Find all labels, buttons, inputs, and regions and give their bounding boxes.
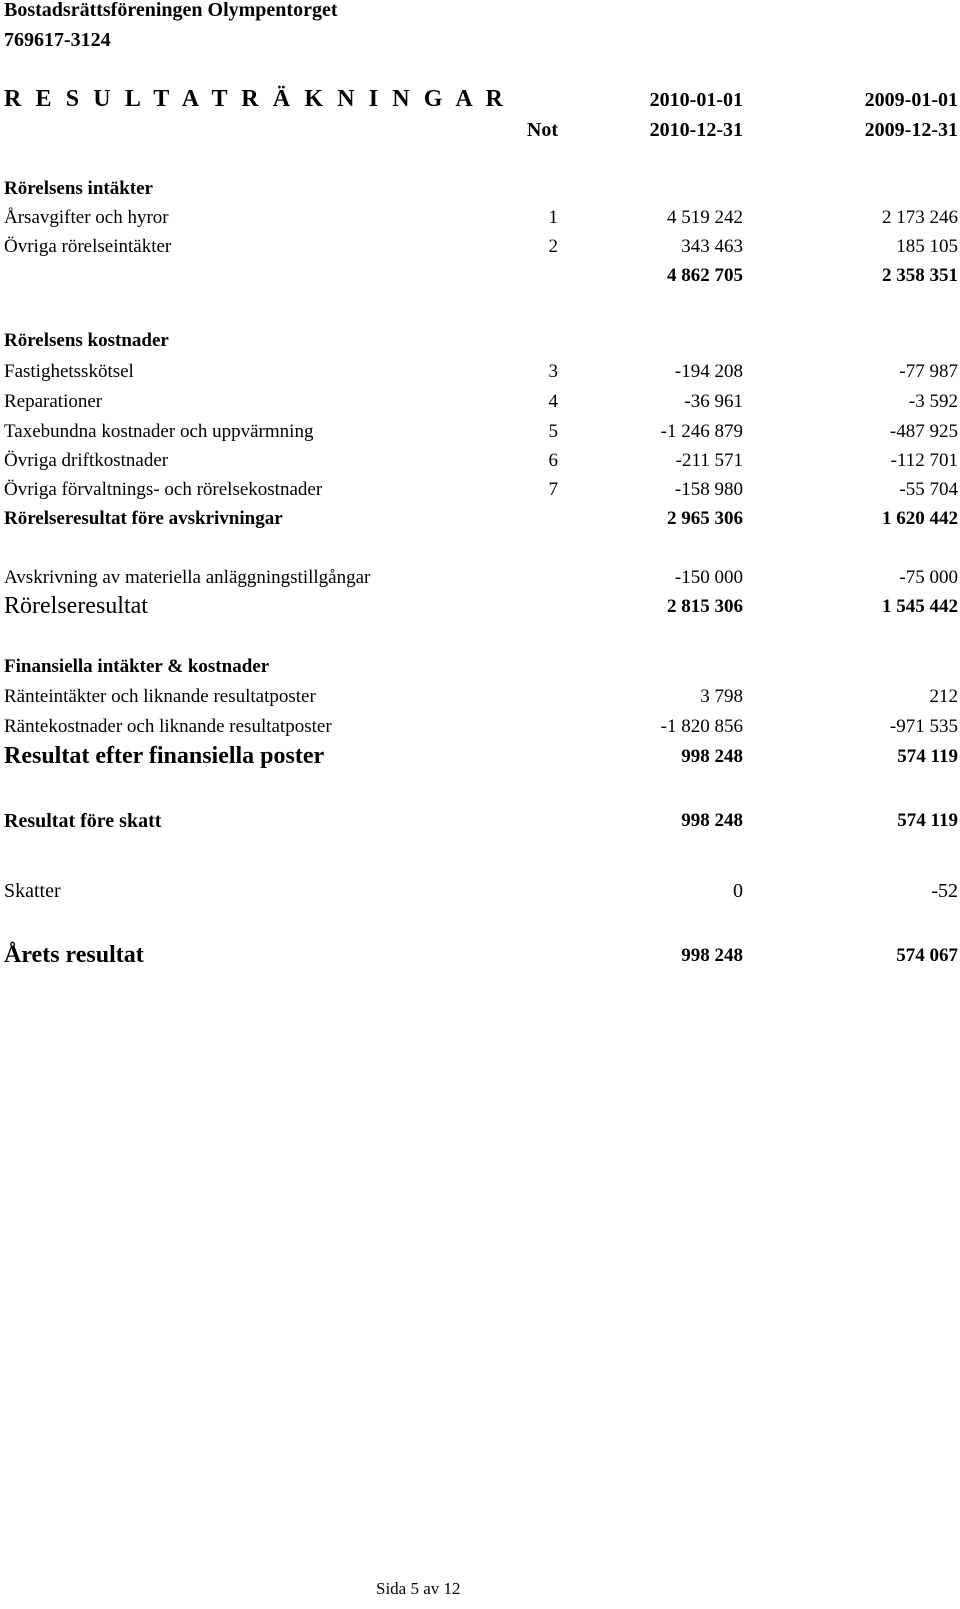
- row-note: 3: [548, 361, 558, 382]
- row-current: -1 820 856: [660, 716, 743, 737]
- row-label: Taxebundna kostnader och uppvärmning: [4, 421, 314, 442]
- row-previous: 2 173 246: [882, 207, 958, 228]
- subtotal-previous: 1 620 442: [882, 508, 958, 529]
- result-previous: 574 067: [896, 945, 958, 966]
- row-label: Skatter: [4, 880, 61, 902]
- row-note: 5: [548, 421, 558, 442]
- result-current: 998 248: [681, 746, 743, 767]
- result-label: Rörelseresultat: [4, 593, 148, 619]
- row-current: -211 571: [675, 450, 743, 471]
- row-note: 1: [548, 207, 558, 228]
- col-current-to: 2010-12-31: [649, 119, 743, 141]
- row-previous: -971 535: [889, 716, 958, 737]
- col-previous-to: 2009-12-31: [864, 119, 958, 141]
- result-label: Resultat efter finansiella poster: [4, 743, 325, 769]
- section-heading: Rörelsens intäkter: [4, 178, 153, 199]
- row-note: 2: [548, 236, 558, 257]
- row-previous: -112 701: [890, 450, 958, 471]
- result-label: Resultat före skatt: [4, 810, 162, 832]
- row-previous: -487 925: [889, 421, 958, 442]
- row-current: 343 463: [681, 236, 743, 257]
- page-number: Sida 5 av 12: [376, 1579, 461, 1598]
- row-label: Årsavgifter och hyror: [4, 207, 169, 228]
- org-name: Bostadsrättsföreningen Olympentorget: [4, 0, 338, 21]
- col-previous-from: 2009-01-01: [864, 89, 958, 111]
- org-number: 769617-3124: [4, 29, 111, 51]
- row-current: -158 980: [674, 479, 743, 500]
- row-note: 7: [548, 479, 558, 500]
- row-label: Fastighetsskötsel: [4, 361, 134, 382]
- subtotal-current: 2 965 306: [667, 508, 743, 529]
- subtotal-previous: 2 358 351: [882, 265, 958, 286]
- row-previous: -75 000: [899, 567, 958, 588]
- row-label: Övriga driftkostnader: [4, 450, 169, 471]
- result-current: 998 248: [681, 810, 743, 831]
- section-heading: Rörelsens kostnader: [4, 330, 169, 351]
- row-label: Räntekostnader och liknande resultatposter: [4, 716, 332, 737]
- result-label: Årets resultat: [4, 942, 144, 968]
- result-previous: 574 119: [897, 810, 958, 831]
- row-previous: 185 105: [896, 236, 958, 257]
- col-current-from: 2010-01-01: [649, 89, 743, 111]
- result-previous: 574 119: [897, 746, 958, 767]
- row-label: Övriga förvaltnings- och rörelsekostnader: [4, 479, 323, 500]
- row-label: Ränteintäkter och liknande resultatposter: [4, 686, 316, 707]
- row-label: Reparationer: [4, 391, 103, 412]
- row-previous: -52: [931, 880, 958, 902]
- result-current: 998 248: [681, 945, 743, 966]
- row-current: 3 798: [700, 686, 743, 707]
- page-title: R E S U L T A T R Ä K N I N G A R: [4, 86, 507, 112]
- row-current: 0: [733, 880, 743, 902]
- row-note: 6: [548, 450, 558, 471]
- result-previous: 1 545 442: [882, 596, 958, 617]
- row-current: 4 519 242: [667, 207, 743, 228]
- subtotal-label: Rörelseresultat före avskrivningar: [4, 508, 283, 529]
- row-current: -194 208: [674, 361, 743, 382]
- row-previous: 212: [929, 686, 958, 707]
- row-previous: -77 987: [899, 361, 958, 382]
- row-current: -1 246 879: [660, 421, 743, 442]
- section-heading: Finansiella intäkter & kostnader: [4, 656, 270, 677]
- row-previous: -55 704: [899, 479, 958, 500]
- col-note-header: Not: [526, 119, 558, 141]
- subtotal-current: 4 862 705: [667, 265, 743, 286]
- row-current: -150 000: [674, 567, 743, 588]
- row-current: -36 961: [684, 391, 743, 412]
- row-previous: -3 592: [908, 391, 958, 412]
- row-label: Övriga rörelseintäkter: [4, 236, 172, 257]
- row-note: 4: [548, 391, 558, 412]
- result-current: 2 815 306: [667, 596, 743, 617]
- row-label: Avskrivning av materiella anläggningstillgångar: [4, 567, 371, 588]
